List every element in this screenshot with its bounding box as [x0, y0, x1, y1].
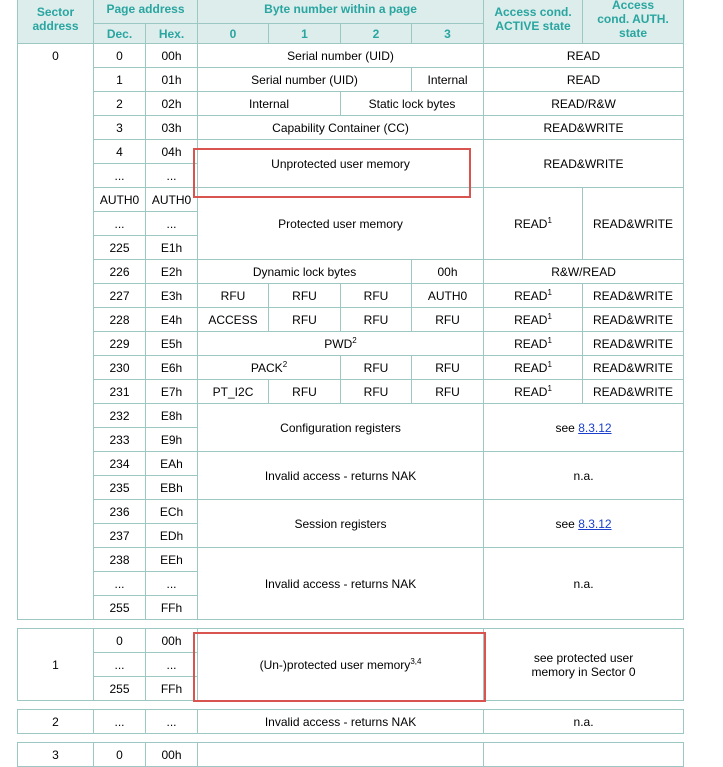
dec-cell: 4	[94, 140, 146, 164]
dec-cell: 3	[94, 116, 146, 140]
byte-2-header: 2	[341, 24, 412, 44]
hex-cell: 02h	[146, 92, 198, 116]
hex-cell: E8h	[146, 404, 198, 428]
dec-header: Dec.	[94, 24, 146, 44]
dec-cell: 230	[94, 356, 146, 380]
hex-cell: 04h	[146, 140, 198, 164]
memory-map	[17, 0, 683, 767]
session-registers-cell: Session registers	[198, 500, 484, 548]
table-row	[18, 44, 684, 68]
dynamic-lock-cell: Dynamic lock bytes	[198, 260, 412, 284]
byte-cell: 00h	[412, 260, 484, 284]
page-address-header: Page address	[94, 0, 198, 24]
table-row	[18, 140, 684, 164]
dec-cell: 235	[94, 476, 146, 500]
access-cell: READ	[484, 68, 684, 92]
table-row	[18, 332, 684, 356]
header-row-1	[18, 0, 684, 24]
table-row	[18, 188, 684, 212]
hex-cell: EAh	[146, 452, 198, 476]
pwd-cell: PWD$^2$	[198, 332, 484, 356]
byte-cell: PT_I2C	[198, 380, 269, 404]
table-row	[18, 116, 684, 140]
hex-cell: E2h	[146, 260, 198, 284]
dec-cell: 226	[94, 260, 146, 284]
byte-0-header: 0	[198, 24, 269, 44]
pack-cell: PACK$^2$	[198, 356, 341, 380]
active-access-cell: READ$^1$	[484, 332, 583, 356]
auth-access-cell: READ&WRITE	[583, 332, 684, 356]
hex-cell: 00h	[146, 44, 198, 68]
access-cell: READ&WRITE	[484, 116, 684, 140]
internal-cell: Internal	[412, 68, 484, 92]
hex-cell: EBh	[146, 476, 198, 500]
dec-cell: ...	[94, 653, 146, 677]
hex-cell: FFh	[146, 596, 198, 620]
dec-cell: 0	[94, 44, 146, 68]
dec-cell: 228	[94, 308, 146, 332]
byte-cell: RFU	[341, 308, 412, 332]
uid-cell: Serial number (UID)	[198, 44, 484, 68]
table-row	[18, 548, 684, 572]
hex-cell: ECh	[146, 500, 198, 524]
table-row	[18, 260, 684, 284]
dec-cell: 1	[94, 68, 146, 92]
hex-cell: E3h	[146, 284, 198, 308]
protected-memory-cell: Protected user memory	[198, 188, 484, 260]
static-lock-cell: Static lock bytes	[341, 92, 484, 116]
access-cell: READ/R&W	[484, 92, 684, 116]
byte-cell: RFU	[269, 308, 341, 332]
active-access-cell: READ$^1$	[484, 356, 583, 380]
dec-cell: 225	[94, 236, 146, 260]
auth-access-cell: READ&WRITE	[583, 380, 684, 404]
hex-cell: ...	[146, 212, 198, 236]
hex-cell: E4h	[146, 308, 198, 332]
byte-cell: RFU	[198, 284, 269, 308]
table-row	[18, 380, 684, 404]
auth-access-cell: READ&WRITE	[583, 308, 684, 332]
active-state-header: Access cond. ACTIVE state	[484, 0, 583, 44]
invalid-access-cell: Invalid access - returns NAK	[198, 710, 484, 734]
active-access-cell: READ$^1$	[484, 284, 583, 308]
dec-cell: ...	[94, 164, 146, 188]
hex-cell: 03h	[146, 116, 198, 140]
table-row	[18, 92, 684, 116]
hex-cell: 01h	[146, 68, 198, 92]
hex-cell: E1h	[146, 236, 198, 260]
active-access-cell: READ$^1$	[484, 308, 583, 332]
dec-cell: 2	[94, 92, 146, 116]
sector-cell: 1	[18, 629, 94, 701]
hex-cell: E5h	[146, 332, 198, 356]
access-cell: R&W/READ	[484, 260, 684, 284]
byte-cell: RFU	[341, 356, 412, 380]
sector-address-header: Sector address	[18, 0, 94, 44]
access-cell: READ	[484, 44, 684, 68]
access-cell: n.a.	[484, 710, 684, 734]
dec-cell: 233	[94, 428, 146, 452]
dec-cell: 255	[94, 596, 146, 620]
internal-cell: Internal	[198, 92, 341, 116]
auth-access-cell: READ&WRITE	[583, 356, 684, 380]
byte-cell: RFU	[412, 380, 484, 404]
hex-cell: ...	[146, 572, 198, 596]
table-row	[18, 710, 684, 734]
access-cell: see 8.3.12	[484, 404, 684, 452]
dec-cell: 236	[94, 500, 146, 524]
hex-cell: E7h	[146, 380, 198, 404]
sector-cell: 0	[18, 44, 94, 620]
section-separator	[18, 701, 684, 710]
dec-cell: 237	[94, 524, 146, 548]
unprotected-memory-s1-cell: (Un-)protected user memory$^{3,4}$	[198, 629, 484, 701]
byte-3-header: 3	[412, 24, 484, 44]
dec-cell: 231	[94, 380, 146, 404]
byte-number-header: Byte number within a page	[198, 0, 484, 24]
access-cell: n.a.	[484, 452, 684, 500]
dec-cell: 0	[94, 743, 146, 767]
unprotected-memory-cell: Unprotected user memory	[198, 140, 484, 188]
table-row	[18, 452, 684, 476]
dec-cell: AUTH0	[94, 188, 146, 212]
dec-cell: ...	[94, 572, 146, 596]
hex-cell: AUTH0	[146, 188, 198, 212]
dec-cell: 238	[94, 548, 146, 572]
section-separator	[18, 734, 684, 743]
dec-cell: 0	[94, 629, 146, 653]
byte-cell: RFU	[341, 380, 412, 404]
hex-header: Hex.	[146, 24, 198, 44]
section-link[interactable]: 8.3.12	[578, 420, 612, 435]
uid-cell: Serial number (UID)	[198, 68, 412, 92]
byte-cell: RFU	[412, 356, 484, 380]
dec-cell: 255	[94, 677, 146, 701]
dec-cell: 229	[94, 332, 146, 356]
hex-cell: EEh	[146, 548, 198, 572]
access-cell: see 8.3.12	[484, 500, 684, 548]
byte-cell: RFU	[269, 380, 341, 404]
dec-cell: 234	[94, 452, 146, 476]
hex-cell: EDh	[146, 524, 198, 548]
byte-cell: AUTH0	[412, 284, 484, 308]
access-cell: n.a.	[484, 548, 684, 620]
dec-cell: ...	[94, 710, 146, 734]
auth-state-header: Access cond. AUTH. state	[583, 0, 684, 44]
byte-cell: RFU	[269, 284, 341, 308]
table-row	[18, 356, 684, 380]
hex-cell: FFh	[146, 677, 198, 701]
auth-access-cell: READ&WRITE	[583, 188, 684, 260]
invalid-access-cell: Invalid access - returns NAK	[198, 548, 484, 620]
access-cell: see protected user memory in Sector 0	[484, 629, 684, 701]
dec-cell: 227	[94, 284, 146, 308]
active-access-cell: READ$^1$	[484, 188, 583, 260]
hex-cell: E6h	[146, 356, 198, 380]
hex-cell: E9h	[146, 428, 198, 452]
table-row	[18, 500, 684, 524]
hex-cell: 00h	[146, 629, 198, 653]
table-row	[18, 68, 684, 92]
config-registers-cell: Configuration registers	[198, 404, 484, 452]
table-row	[18, 284, 684, 308]
byte-1-header: 1	[269, 24, 341, 44]
byte-cell: RFU	[341, 284, 412, 308]
byte-cell: ACCESS	[198, 308, 269, 332]
sector-cell: 3	[18, 743, 94, 767]
hex-cell: ...	[146, 164, 198, 188]
memory-map-table	[17, 0, 684, 767]
dec-cell: 232	[94, 404, 146, 428]
table-row	[18, 308, 684, 332]
section-link[interactable]: 8.3.12	[578, 516, 612, 531]
cc-cell: Capability Container (CC)	[198, 116, 484, 140]
auth-access-cell: READ&WRITE	[583, 284, 684, 308]
section-separator	[18, 620, 684, 629]
table-row	[18, 404, 684, 428]
invalid-access-cell: Invalid access - returns NAK	[198, 452, 484, 500]
table-row	[18, 629, 684, 653]
sector-cell: 2	[18, 710, 94, 734]
table-row	[18, 743, 684, 767]
active-access-cell: READ$^1$	[484, 380, 583, 404]
dec-cell: ...	[94, 212, 146, 236]
hex-cell: 00h	[146, 743, 198, 767]
byte-cell: RFU	[412, 308, 484, 332]
hex-cell: ...	[146, 653, 198, 677]
access-cell: READ&WRITE	[484, 140, 684, 188]
hex-cell: ...	[146, 710, 198, 734]
